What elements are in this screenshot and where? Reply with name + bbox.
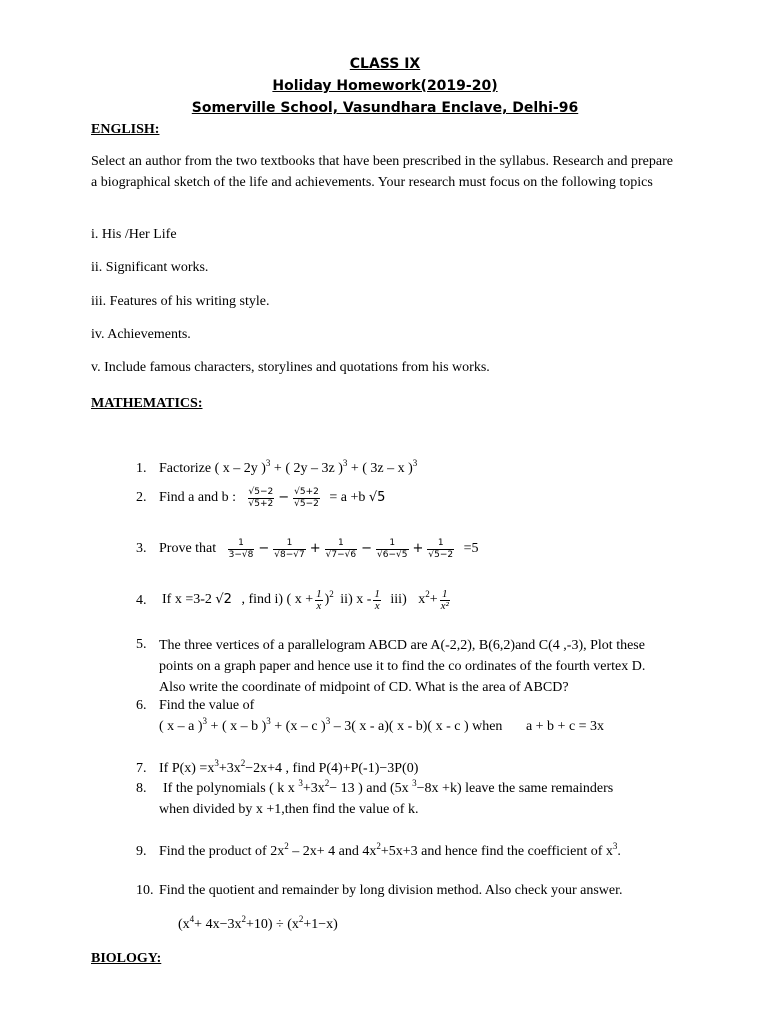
school-name: Somerville School, Vasundhara Enclave, Delhi-96 xyxy=(191,100,579,116)
homework-title: Holiday Homework(2019-20) xyxy=(272,78,498,94)
question-8-continued: when divided by x +1,then find the value of k. xyxy=(159,802,419,817)
fraction: $\frac{1}{\text{x²}}$ xyxy=(440,587,449,612)
question-number: 8. xyxy=(136,781,147,796)
fraction: $\frac{1}{√6-√5}$ xyxy=(377,537,408,560)
question-10-expression: $(x^4+ 4x-3x^2+10) \div (x^2+1-x)$ xyxy=(178,914,338,932)
question-1: Factorize ( x – 2y )$^3$ + ( 2y – 3z )$^3$ + ( 3z – x )$^3$ xyxy=(159,458,418,476)
question-number: 4. xyxy=(136,593,147,608)
question-number: 1. xyxy=(136,461,147,476)
topic-achievements: iv. Achievements. xyxy=(91,327,191,342)
fraction: $\frac{√5-2}{√5+2}$ xyxy=(248,486,274,509)
topic-works: ii. Significant works. xyxy=(91,260,209,275)
fraction: $\frac{√5+2}{√5-2}$ xyxy=(294,486,319,509)
fraction: $\frac{1}{x}$ xyxy=(316,587,322,612)
fraction: $\frac{1}{√8-√7}$ xyxy=(274,537,305,560)
mathematics-heading: MATHEMATICS: xyxy=(91,396,203,411)
question-5: The three vertices of a parallelogram ABCD are A(-2,2), B(6,2)and C(4 ,-3), Plot these points on a graph paper and hence use it to find the co ordinates of the fourth vertex D. Also write the coordinate of midpoint of CD. What is the area of ABCD? xyxy=(159,638,646,695)
english-heading: ENGLISH: xyxy=(91,122,160,137)
fraction: $\frac{1}{3-√8}$ xyxy=(228,537,254,560)
topic-characters: v. Include famous characters, storylines and quotations from his works. xyxy=(91,360,490,375)
question-6-expression: ( x – a )$^3$ + ( x – b )$^3$ + (x – c )$^3$ – 3( x - a)( x - b)( x - c ) when a + b + c = 3x xyxy=(159,716,605,734)
question-number: 2. xyxy=(136,490,147,505)
class-heading: CLASS IX xyxy=(349,56,421,72)
question-4: If x =3-2 √2 , find i) ( x + $\frac{1}{x}$ )$^2$ ii) x - $\frac{1}{x}$ iii) $x^2+$ $\frac{1}{\text{x²}}$ xyxy=(162,587,449,612)
question-2: Find a and b : $\frac{√5-2}{√5+2}$ − $\frac{√5+2}{√5-2}$ = a +b √5 xyxy=(159,486,386,509)
fraction: $\frac{1}{x}$ xyxy=(374,587,380,612)
question-number: 3. xyxy=(136,541,147,556)
question-8: If the polynomials ( k x $^3+3x^2- 13$ ) and (5x $^3$−8x +k) leave the same remainders xyxy=(163,778,614,796)
biology-heading: BIOLOGY: xyxy=(91,951,162,966)
question-6-title: Find the value of xyxy=(159,698,255,713)
fraction: $\frac{1}{√5-2}$ xyxy=(428,537,454,560)
fraction: $\frac{1}{√7-√6}$ xyxy=(325,537,357,560)
question-number: 10. xyxy=(136,883,154,898)
english-instructions: Select an author from the two textbooks that have been prescribed in the syllabus. Research and prepare a biographical sketch of the life and achievements. Your research must focus on the following topics xyxy=(91,154,673,190)
question-10: Find the quotient and remainder by long division method. Also check your answer. xyxy=(159,883,623,898)
question-number: 6. xyxy=(136,698,147,713)
question-7: If $P(x) =x^3+3x^2-2x+4$ , find P(4)+P(-1)−3P(0) xyxy=(159,758,419,776)
question-number: 7. xyxy=(136,761,147,776)
question-9: Find the product of $2x^2 - 2x+ 4$ and $4x^2+5x+3$ and hence find the coefficient of $x^3$. xyxy=(159,841,621,859)
topic-style: iii. Features of his writing style. xyxy=(91,294,270,309)
topic-life: i. His /Her Life xyxy=(91,227,177,242)
question-3: Prove that $\frac{1}{3-√8}$ − $\frac{1}{√8-√7}$ + $\frac{1}{√7-√6}$ − $\frac{1}{√6-√5}$ + $\frac{1}{√5-2}$ =5 xyxy=(159,537,479,560)
question-number: 9. xyxy=(136,844,147,859)
question-number: 5. xyxy=(136,637,147,652)
